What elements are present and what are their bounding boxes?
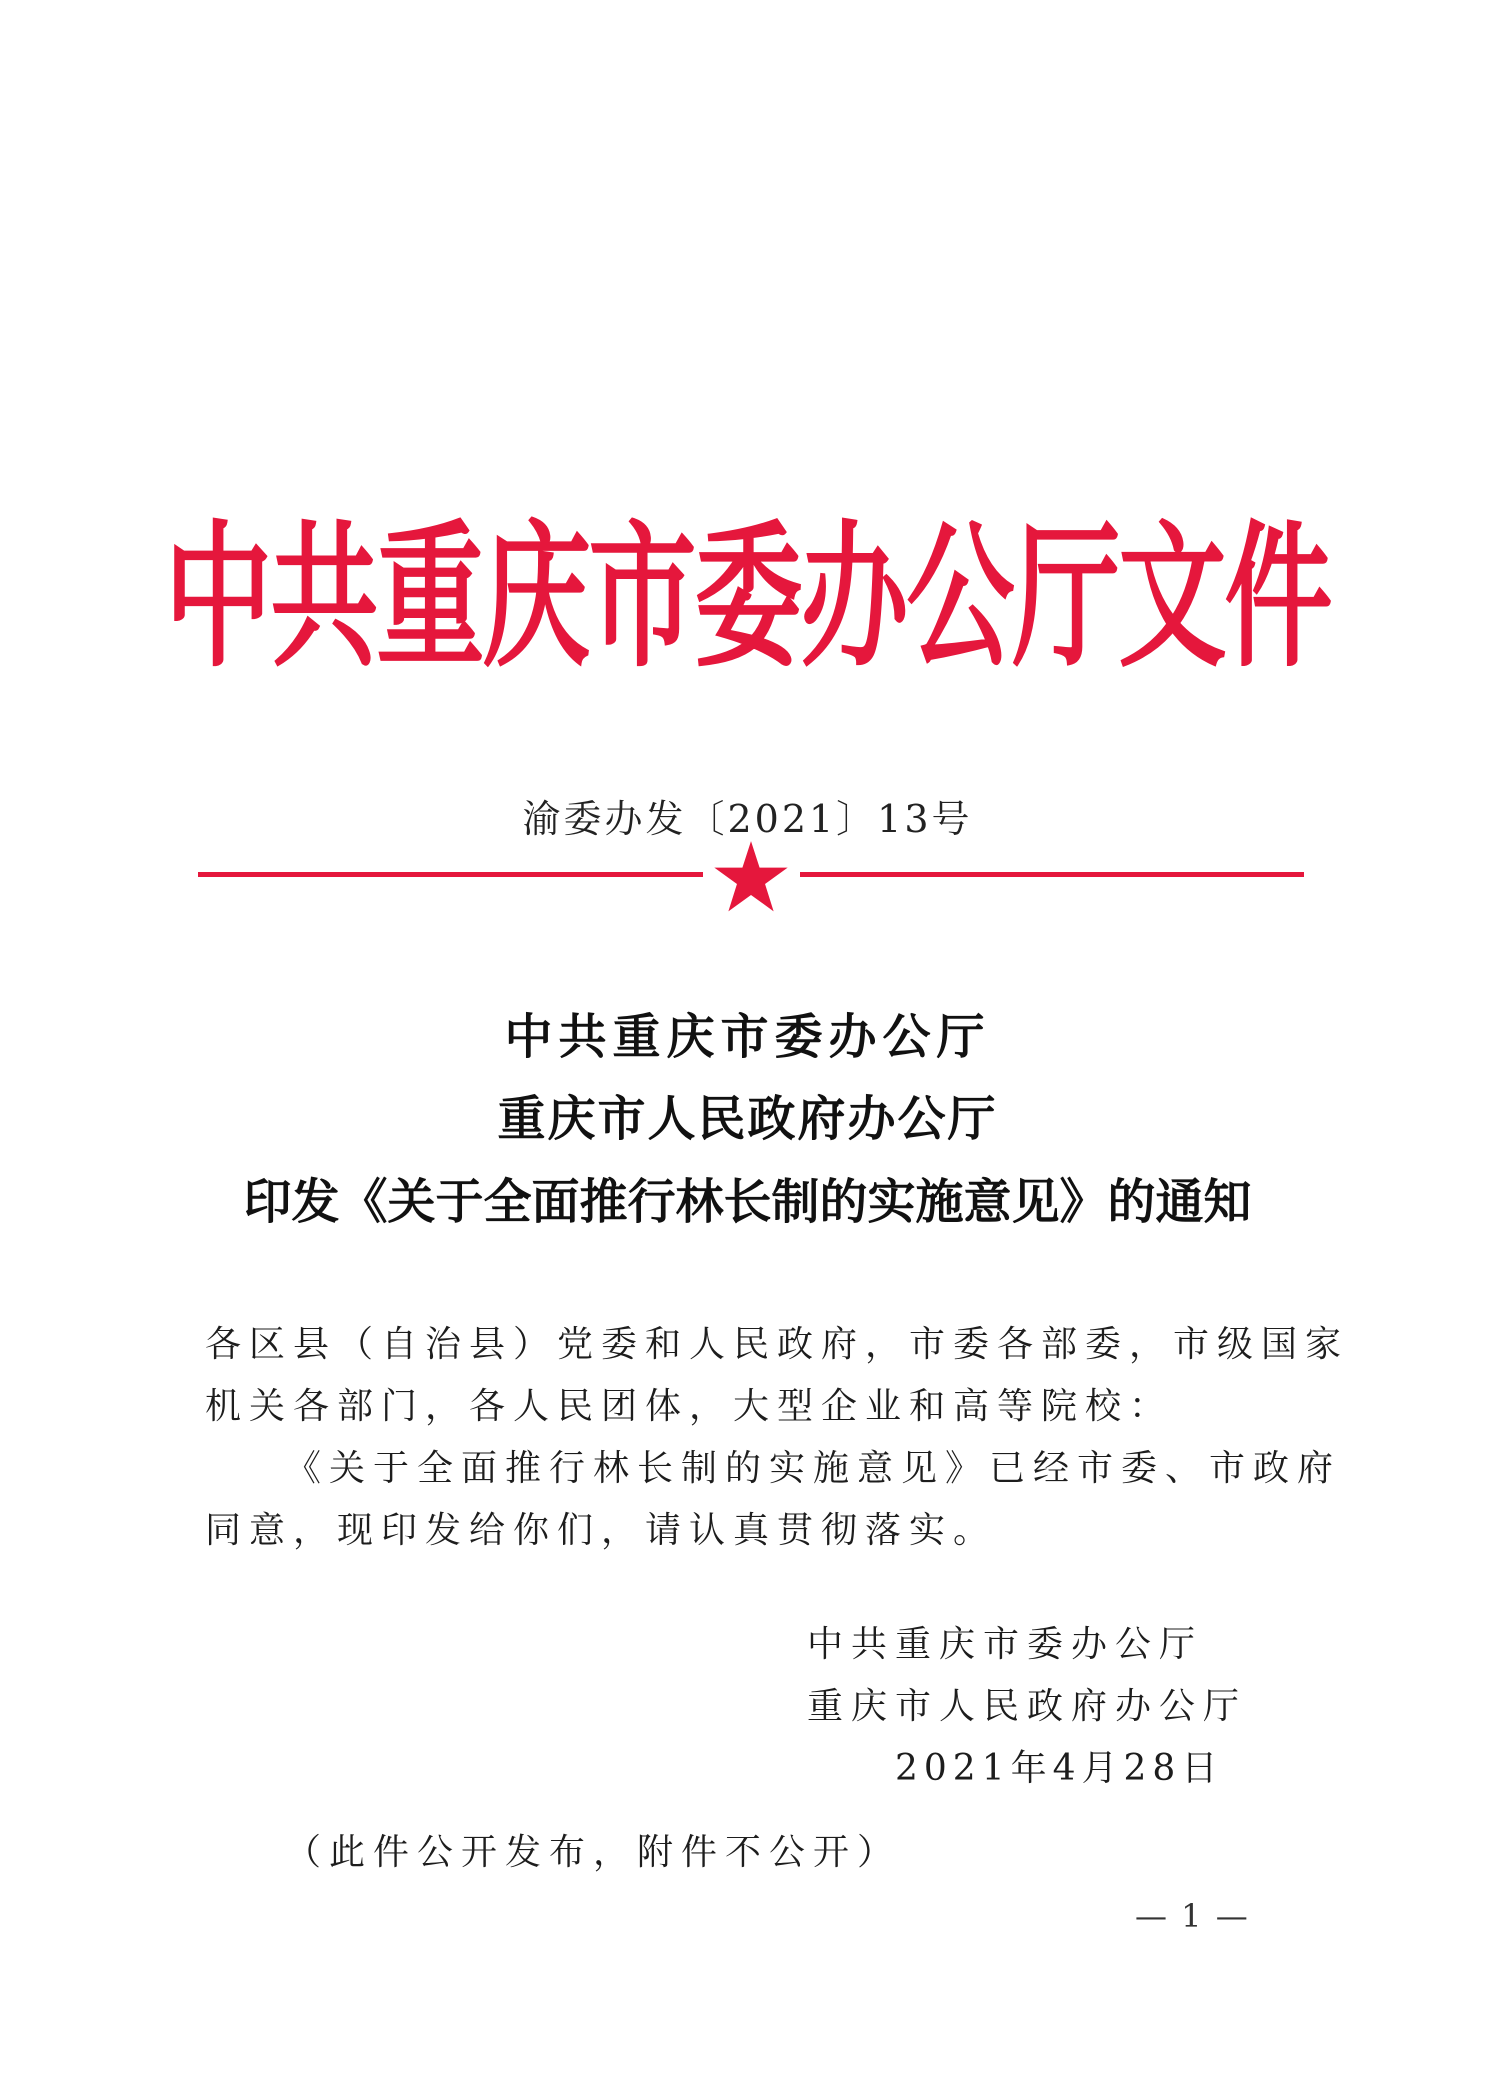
signature-org-1: 中共重庆市委办公厅 — [807, 1624, 1204, 1665]
content-line-1: 《关于全面推行林长制的实施意见》已经市委、市政府 — [285, 1448, 1342, 1489]
title-line-3: 印发《关于全面推行林长制的实施意见》的通知 — [243, 1174, 1252, 1230]
publication-note: （此件公开发布，附件不公开） — [285, 1832, 902, 1873]
red-separator-right — [800, 872, 1304, 877]
document-number: 渝委办发〔2021〕13号 — [522, 797, 973, 841]
title-line-1: 中共重庆市委办公厅 — [504, 1009, 991, 1065]
signature-date: 2021年4月28日 — [895, 1748, 1224, 1789]
red-separator-left — [198, 872, 703, 877]
addressee-line-2: 机关各部门，各人民团体，大型企业和高等院校： — [205, 1386, 1174, 1427]
page-number: — 1 — — [1135, 1897, 1250, 1935]
document-masthead: 中共重庆市委办公厅文件 — [164, 507, 1331, 690]
addressee-line-1: 各区县（自治县）党委和人民政府，市委各部委，市级国家 — [205, 1324, 1350, 1365]
title-line-2: 重庆市人民政府办公厅 — [497, 1091, 998, 1147]
signature-org-2: 重庆市人民政府办公厅 — [807, 1686, 1248, 1727]
content-line-2: 同意，现印发给你们，请认真贯彻落实。 — [205, 1510, 998, 1551]
red-star-icon — [712, 838, 790, 916]
